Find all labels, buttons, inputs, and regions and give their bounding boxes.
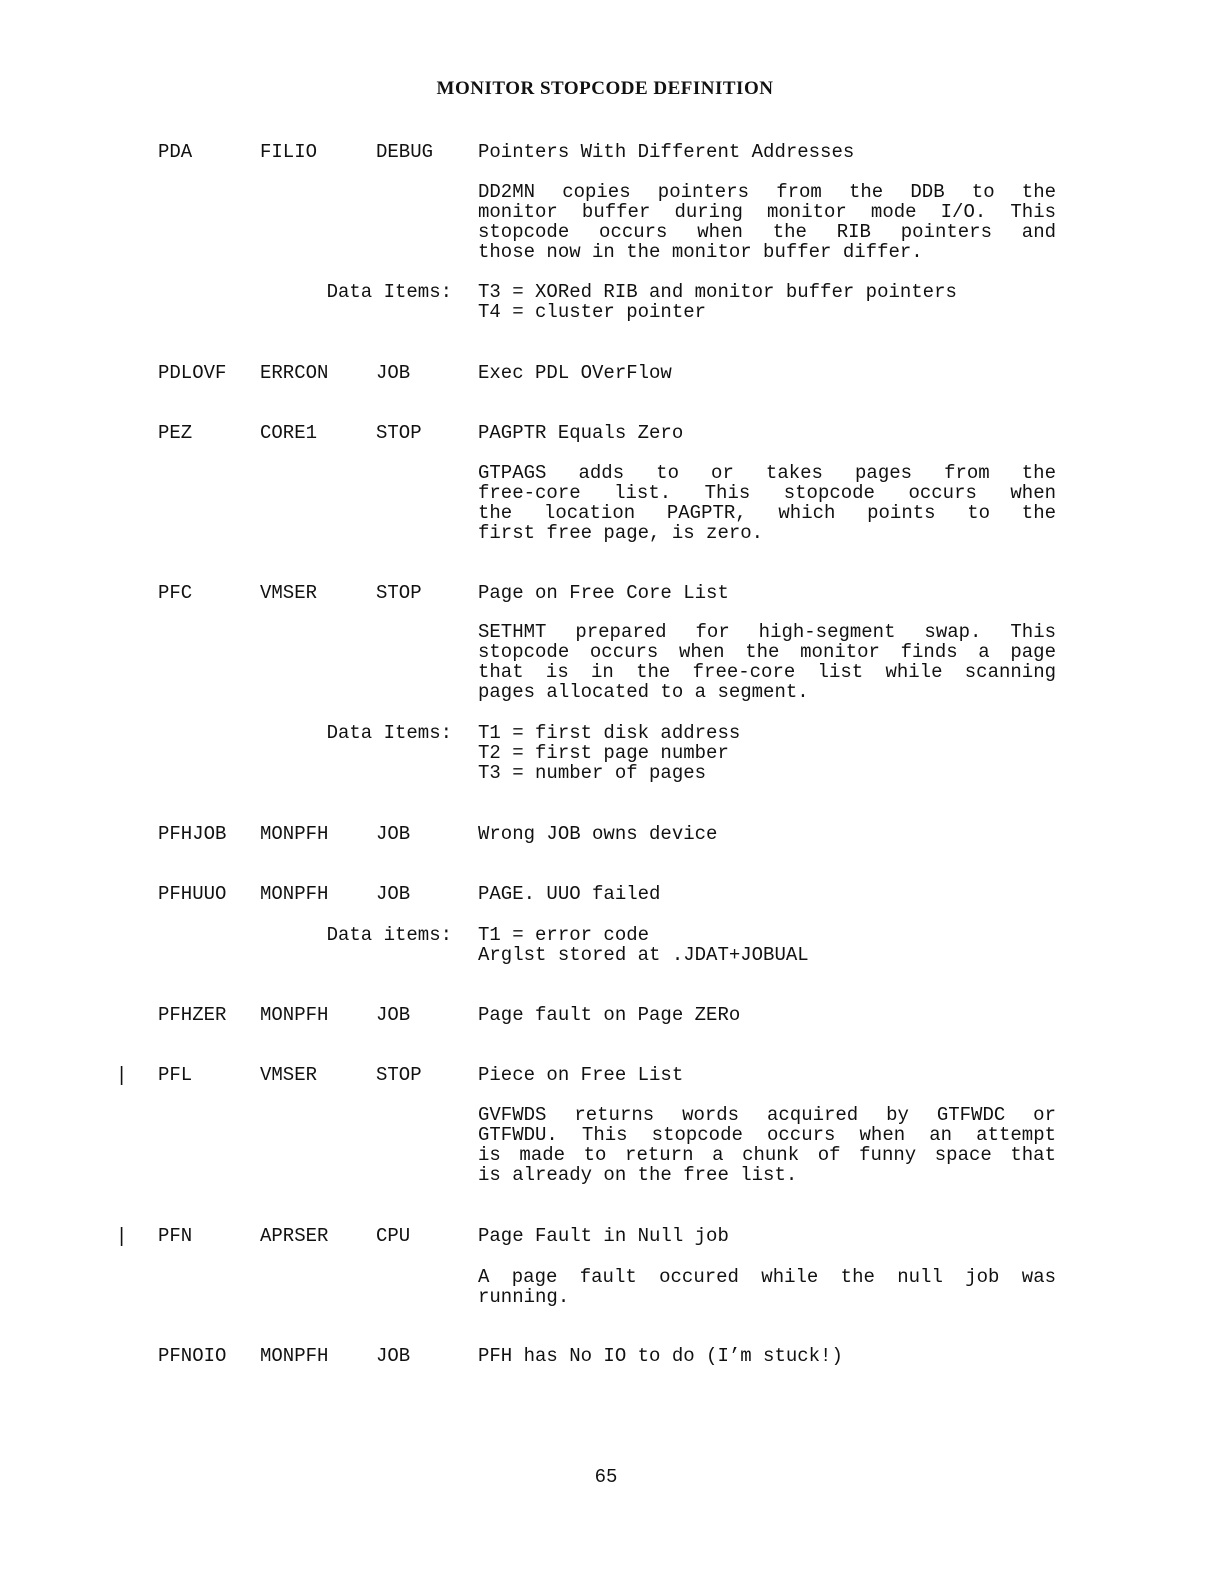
stopcode-type: JOB bbox=[376, 1004, 411, 1026]
description-line: first free page, is zero. bbox=[478, 522, 764, 544]
stopcode-title: Pointers With Different Addresses bbox=[478, 141, 855, 163]
data-items-label: Data items: bbox=[326, 924, 452, 946]
page-title: MONITOR STOPCODE DEFINITION bbox=[436, 78, 774, 99]
stopcode-module: VMSER bbox=[260, 1064, 318, 1086]
description-line: GTPAGS adds to or takes pages from the bbox=[478, 462, 1056, 484]
stopcode-module: MONPFH bbox=[260, 823, 329, 845]
description-line: DD2MN copies pointers from the DDB to the bbox=[478, 181, 1056, 203]
data-items-label: Data Items: bbox=[326, 722, 452, 744]
description-line: GVFWDS returns words acquired by GTFWDC or bbox=[478, 1104, 1056, 1126]
stopcode-title: PFH has No IO to do (I’m stuck!) bbox=[478, 1345, 843, 1367]
stopcode-type: JOB bbox=[376, 823, 411, 845]
stopcode-title: PAGPTR Equals Zero bbox=[478, 422, 684, 444]
stopcode-description bbox=[478, 622, 1056, 702]
description-line: that is in the free-core list while scanning bbox=[478, 661, 1056, 683]
stopcode-type: STOP bbox=[376, 1064, 422, 1086]
description-line: free-core list. This stopcode occurs when bbox=[478, 482, 1056, 504]
stopcode-type: JOB bbox=[376, 362, 411, 384]
description-line: pages allocated to a segment. bbox=[478, 681, 809, 703]
stopcode-title: PAGE. UUO failed bbox=[478, 883, 661, 905]
description-line: is already on the free list. bbox=[478, 1164, 798, 1186]
description-line: SETHMT prepared for high-segment swap. This bbox=[478, 621, 1056, 643]
data-item: Arglst stored at .JDAT+JOBUAL bbox=[478, 944, 809, 966]
change-bar: | bbox=[119, 1064, 125, 1086]
stopcode-title: Page Fault in Null job bbox=[478, 1225, 729, 1247]
stopcode-title: Exec PDL OVerFlow bbox=[478, 362, 672, 384]
data-item: T3 = number of pages bbox=[478, 762, 707, 784]
stopcode-type: JOB bbox=[376, 883, 411, 905]
stopcode-name: PDA bbox=[158, 141, 193, 163]
stopcode-name: PFHUUO bbox=[158, 883, 227, 905]
description-line: A page fault occured while the null job was bbox=[478, 1266, 1056, 1288]
stopcode-title: Page on Free Core List bbox=[478, 582, 729, 604]
description-line: monitor buffer during monitor mode I/O. This bbox=[478, 201, 1056, 223]
stopcode-type: DEBUG bbox=[376, 141, 434, 163]
description-line: those now in the monitor buffer differ. bbox=[478, 241, 923, 263]
description-line: is made to return a chunk of funny space that bbox=[478, 1144, 1056, 1166]
stopcode-type: JOB bbox=[376, 1345, 411, 1367]
stopcode-description bbox=[478, 182, 1056, 262]
stopcode-name: PEZ bbox=[158, 422, 193, 444]
data-item: T1 = error code bbox=[478, 924, 650, 946]
data-items-list bbox=[478, 282, 957, 322]
data-item: T1 = first disk address bbox=[478, 722, 741, 744]
stopcode-description bbox=[478, 463, 1056, 543]
stopcode-title: Page fault on Page ZERo bbox=[478, 1004, 741, 1026]
stopcode-name: PFL bbox=[158, 1064, 193, 1086]
stopcode-name: PFN bbox=[158, 1225, 193, 1247]
description-line: GTFWDU. This stopcode occurs when an attempt bbox=[478, 1124, 1056, 1146]
stopcode-type: CPU bbox=[376, 1225, 411, 1247]
stopcode-module: ERRCON bbox=[260, 362, 329, 384]
stopcode-type: STOP bbox=[376, 582, 422, 604]
stopcode-name: PFNOIO bbox=[158, 1345, 227, 1367]
data-items-list bbox=[478, 723, 740, 783]
description-line: running. bbox=[478, 1286, 570, 1308]
stopcode-description bbox=[478, 1267, 1056, 1307]
stopcode-module: VMSER bbox=[260, 582, 318, 604]
stopcode-description bbox=[478, 1105, 1056, 1185]
change-bar: | bbox=[119, 1225, 125, 1247]
description-line: stopcode occurs when the RIB pointers and bbox=[478, 221, 1056, 243]
stopcode-name: PFHJOB bbox=[158, 823, 227, 845]
stopcode-module: MONPFH bbox=[260, 1345, 329, 1367]
data-item: T4 = cluster pointer bbox=[478, 301, 707, 323]
stopcode-name: PFC bbox=[158, 582, 193, 604]
data-item: T2 = first page number bbox=[478, 742, 729, 764]
description-line: stopcode occurs when the monitor finds a page bbox=[478, 641, 1056, 663]
page-number: 65 bbox=[594, 1466, 618, 1488]
stopcode-module: MONPFH bbox=[260, 1004, 329, 1026]
description-line: the location PAGPTR, which points to the bbox=[478, 502, 1056, 524]
stopcode-name: PFHZER bbox=[158, 1004, 227, 1026]
data-items-list bbox=[478, 925, 809, 965]
stopcode-title: Piece on Free List bbox=[478, 1064, 684, 1086]
data-items-label: Data Items: bbox=[326, 281, 452, 303]
stopcode-module: FILIO bbox=[260, 141, 318, 163]
stopcode-name: PDLOVF bbox=[158, 362, 227, 384]
stopcode-type: STOP bbox=[376, 422, 422, 444]
data-item: T3 = XORed RIB and monitor buffer pointers bbox=[478, 281, 957, 303]
stopcode-title: Wrong JOB owns device bbox=[478, 823, 718, 845]
stopcode-module: MONPFH bbox=[260, 883, 329, 905]
stopcode-module: CORE1 bbox=[260, 422, 318, 444]
stopcode-module: APRSER bbox=[260, 1225, 329, 1247]
